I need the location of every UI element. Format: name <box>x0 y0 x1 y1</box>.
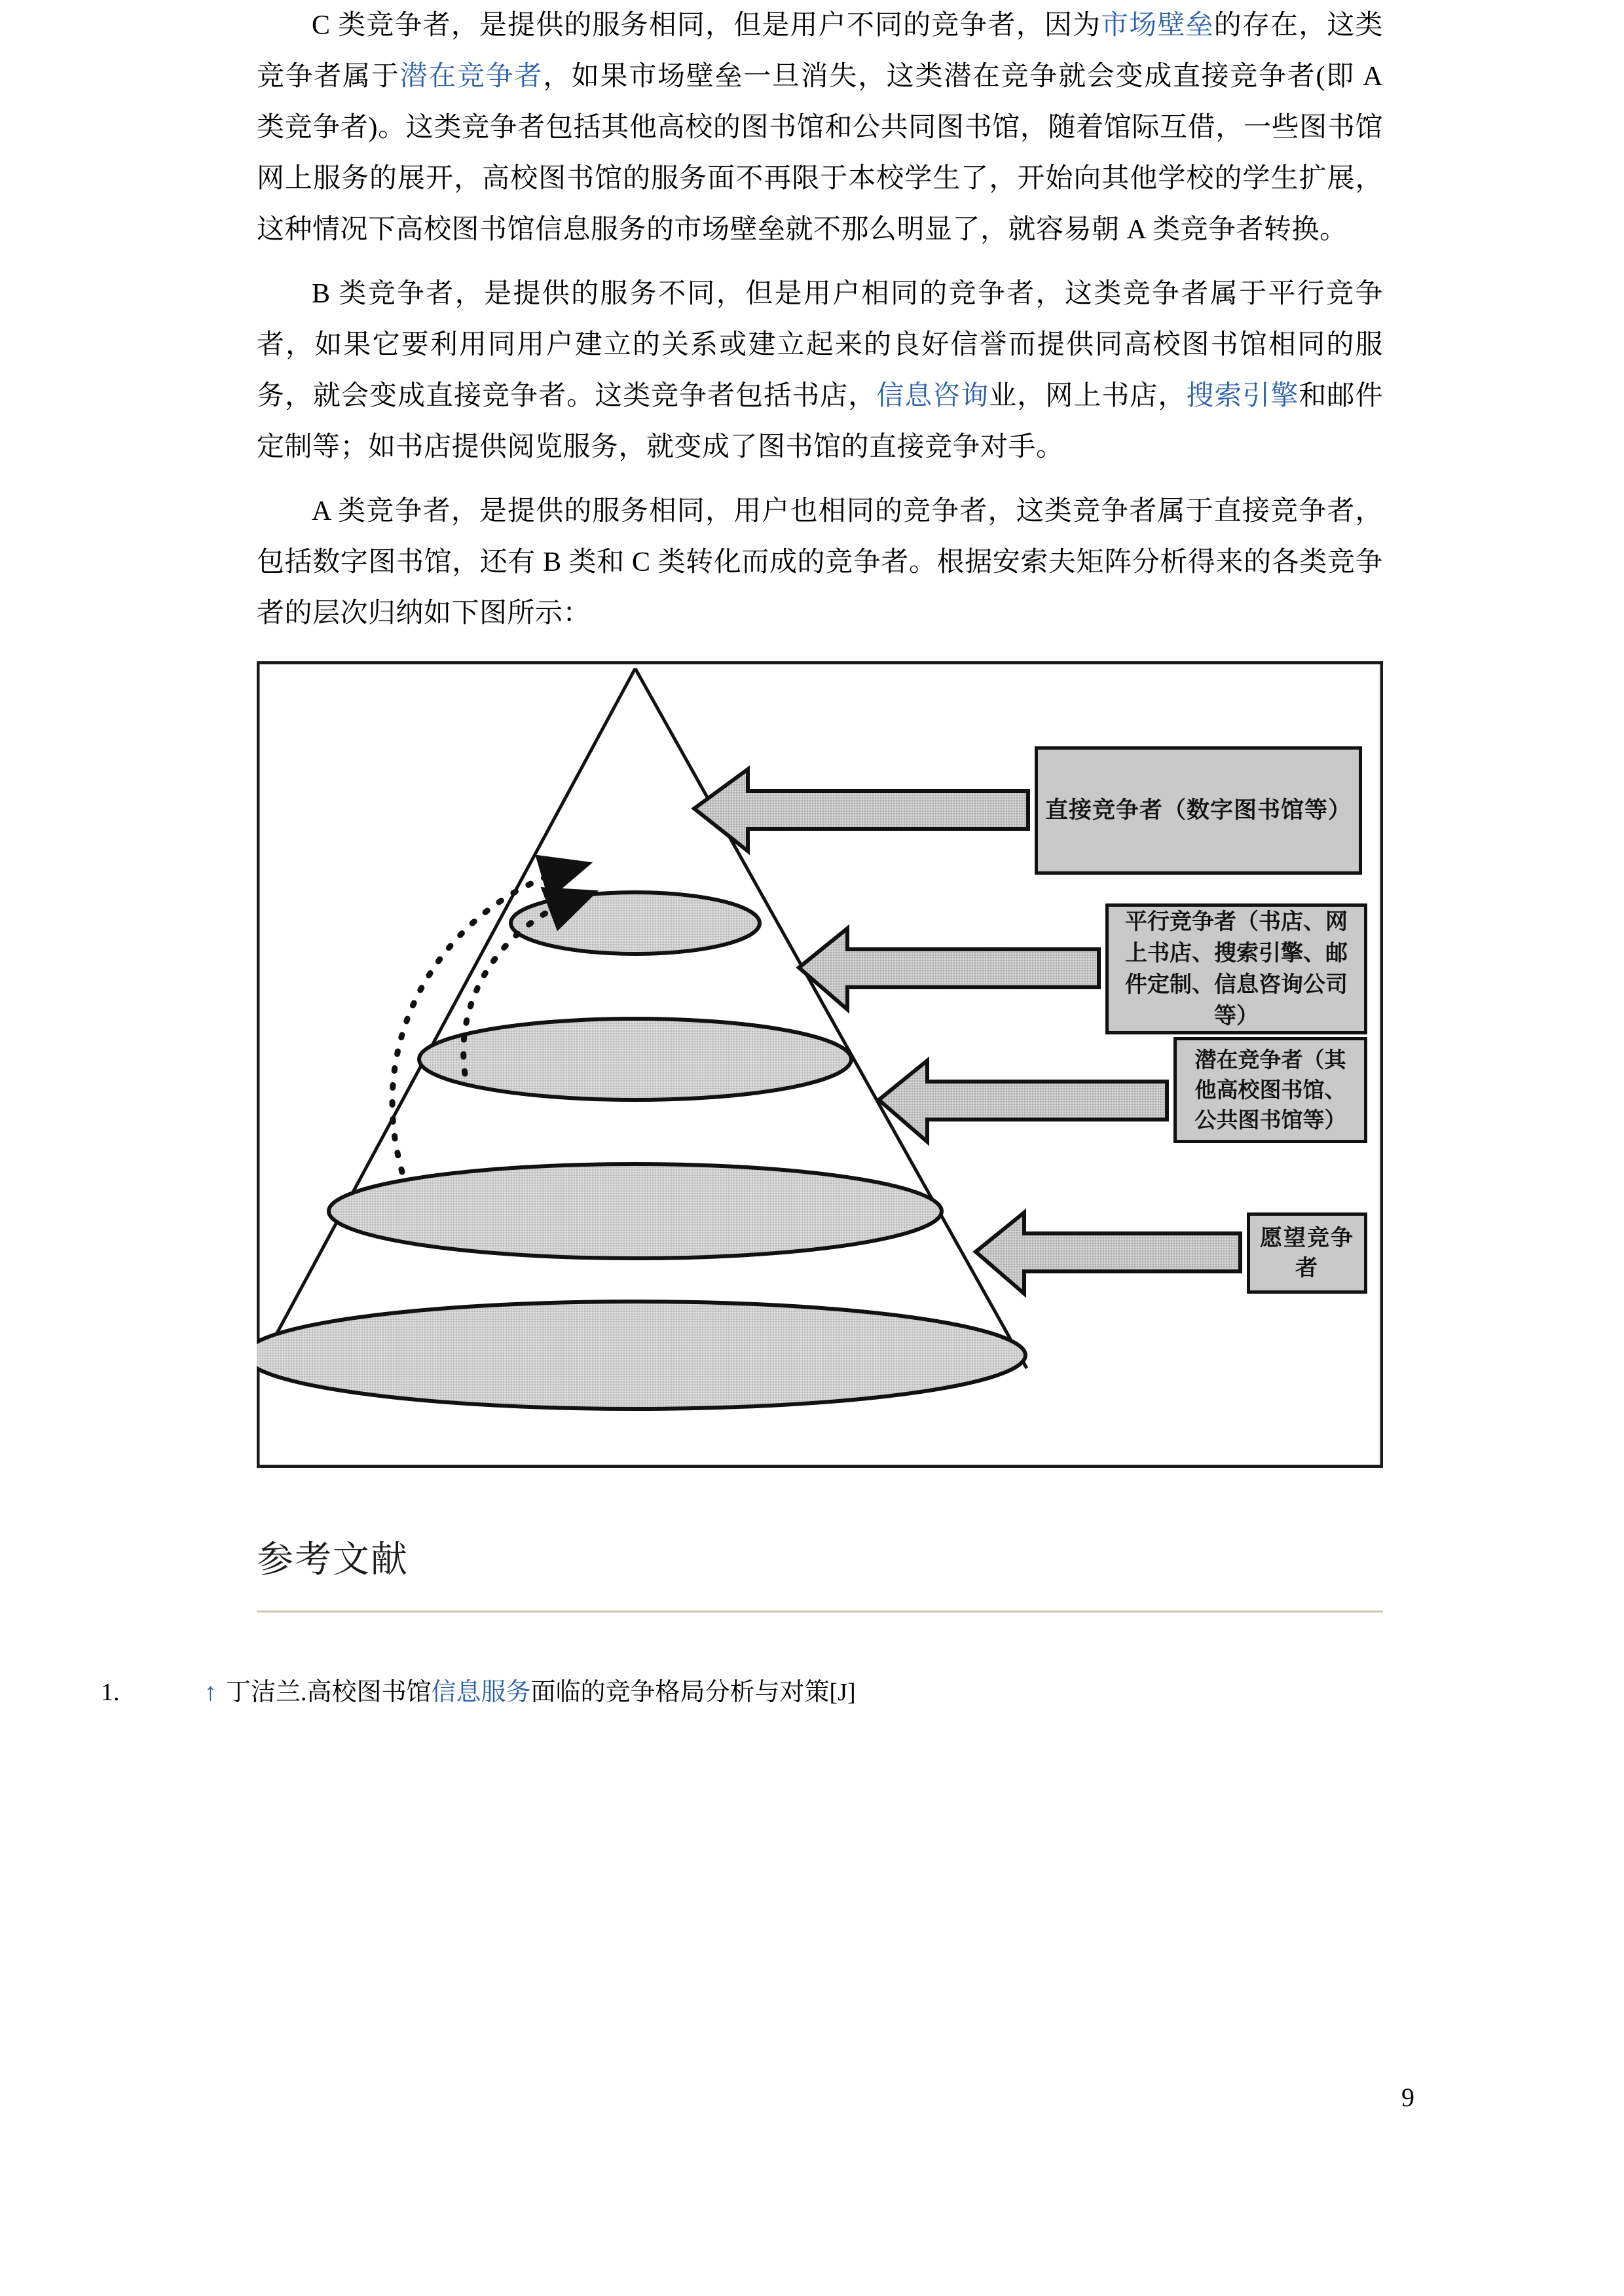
label-box-desire-competitors <box>1247 1212 1367 1294</box>
references-heading: 参考文献 <box>257 1539 409 1580</box>
reference-item <box>101 1673 1383 1712</box>
callout-arrow-potential <box>879 1061 1167 1142</box>
label-box-potential-competitors <box>1173 1037 1367 1143</box>
inline-link[interactable]: 信息服务 <box>431 1679 531 1706</box>
text-run: 的存在，这类竞争者属于 <box>257 10 1383 92</box>
text-run: 面临的竞争格局分析与对策[J] <box>530 1679 856 1706</box>
cone-layer-4-ellipse <box>257 1302 1025 1409</box>
reference-number: 1. <box>101 1679 120 1706</box>
label-text-parallel-competitors: 平行竞争者（书店、网上书店、搜索引擎、邮件定制、信息咨询公司等） <box>1125 909 1348 1029</box>
inline-link[interactable]: 市场壁垒 <box>1101 10 1214 41</box>
text-run: A 类竞争者，是提供的服务相同，用户也相同的竞争者，这类竞争者属于直接竞争者，包括数字图书馆，还有 B 类和 C 类转化而成的竞争者。根据安索夫矩阵分析得来的各类竞争者的层次归纳如下图所示： <box>257 496 1383 629</box>
cone-layer-3-ellipse <box>329 1164 942 1258</box>
text-run: 业，网上书店， <box>989 381 1187 411</box>
paragraph-b-competitors <box>257 268 1383 473</box>
inline-link[interactable]: 搜索引擎 <box>1186 381 1299 411</box>
cone-layer-1-ellipse <box>511 892 760 954</box>
up-arrow-icon[interactable]: ↑ <box>204 1679 217 1706</box>
page-content <box>101 0 1383 1712</box>
page-number: 9 <box>1401 2083 1414 2112</box>
references-divider <box>257 1611 1383 1613</box>
paragraph-a-competitors <box>257 486 1383 639</box>
callout-arrow-direct <box>694 769 1028 851</box>
text-run: C 类竞争者，是提供的服务相同，但是用户不同的竞争者，因为 <box>312 10 1101 41</box>
callout-arrow-parallel <box>799 928 1099 1010</box>
label-box-parallel-competitors <box>1105 903 1367 1034</box>
text-run: ，如果市场壁垒一旦消失，这类潜在竞争就会变成直接竞争者(即 A 类竞争者)。这类竞争者包括其他高校的图书馆和公共同图书馆，随着馆际互借，一些图书馆网上服务的展开，高校图书馆的服务面不再限于本校学生了，开始向其他学校的学生扩展，这种情况下高校图书馆信息服务的市场壁垒就不那么明显了，就容易朝 A 类竞争者转换。 <box>257 62 1383 245</box>
callout-arrow-desire <box>976 1212 1240 1294</box>
cone-layer-2-ellipse <box>419 1019 851 1100</box>
text-run: B 类竞争者，是提供的服务不同，但是用户相同的竞争者，这类竞争者属于平行竞争者，如果它要利用同用户建立的关系或建立起来的良好信誉而提供同高校图书馆相同的服务，就会变成直接竞争者。这类竞争者包括书店， <box>257 279 1383 411</box>
inline-link[interactable]: 信息咨询 <box>876 381 989 411</box>
text-run: 丁洁兰.高校图书馆 <box>226 1679 432 1706</box>
reference-text <box>226 1679 856 1706</box>
paragraph-c-competitors <box>257 0 1383 255</box>
label-text-desire-competitors: 愿望竞争者 <box>1260 1226 1354 1281</box>
label-text-potential-competitors: 潜在竞争者（其他高校图书馆、公共图书馆等） <box>1194 1048 1346 1132</box>
label-box-direct-competitors <box>1035 746 1362 875</box>
reference-body <box>204 1673 1383 1712</box>
text-run: 和邮件定制等；如书店提供阅览服务，就变成了图书馆的直接竞争对手。 <box>257 381 1383 462</box>
inline-link[interactable]: 潜在竞争者 <box>399 62 544 92</box>
references-list <box>101 1673 1383 1712</box>
label-text-direct-competitors: 直接竞争者（数字图书馆等） <box>1044 797 1352 823</box>
competitor-hierarchy-figure <box>257 661 1383 1468</box>
